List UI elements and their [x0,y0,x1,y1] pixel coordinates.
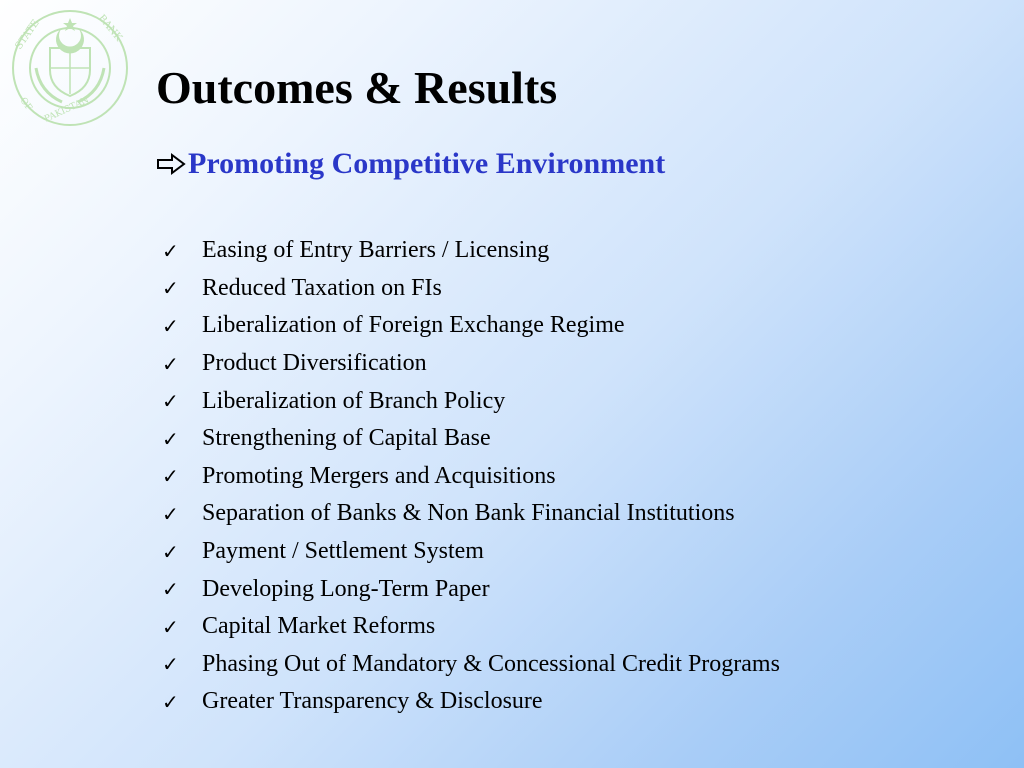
checkmark-icon: ✓ [162,389,179,414]
checkmark-icon: ✓ [162,276,179,301]
bullet-text: Product Diversification [202,350,427,377]
bullet-text: Easing of Entry Barriers / Licensing [202,237,550,264]
slide-title: Outcomes & Results [156,62,558,113]
checkmark-icon: ✓ [162,426,179,451]
bullet-item [162,382,780,420]
checkmark-icon: ✓ [162,464,179,489]
checkmark-icon: ✓ [162,238,179,263]
state-bank-logo [6,6,138,130]
bullet-item [162,646,780,684]
bullet-item [162,570,780,608]
checkmark-icon: ✓ [162,652,179,677]
bullet-text: Payment / Settlement System [202,538,484,565]
bullet-item [162,232,780,270]
bullet-item [162,683,780,721]
checkmark-icon: ✓ [162,689,179,714]
svg-text:OF: OF [17,95,34,113]
bullet-item [162,307,780,345]
bullet-text: Separation of Banks & Non Bank Financial Institutions [202,500,735,527]
bullet-item [162,270,780,308]
bullet-text: Phasing Out of Mandatory & Concessional Credit Programs [202,650,780,677]
bullet-text: Strengthening of Capital Base [202,425,491,452]
bullet-text: Promoting Mergers and Acquisitions [202,462,556,489]
bullet-item [162,420,780,458]
bullet-item [162,495,780,533]
bullet-item [162,345,780,383]
bullet-text: Liberalization of Foreign Exchange Regime [202,312,625,339]
subtitle-text: Promoting Competitive Environment [188,147,666,180]
slide-subtitle [156,146,665,182]
bullet-text: Reduced Taxation on FIs [202,274,442,301]
bullet-item [162,533,780,571]
bullet-text: Capital Market Reforms [202,613,436,640]
svg-text:PAKISTAN: PAKISTAN [43,95,91,125]
bullet-item [162,608,780,646]
bullet-text: Greater Transparency & Disclosure [202,688,543,715]
checkmark-icon: ✓ [162,313,179,338]
checkmark-icon: ✓ [162,539,179,564]
checkmark-icon: ✓ [162,614,179,639]
bullet-text: Liberalization of Branch Policy [202,387,506,414]
svg-text:STATE: STATE [13,17,42,52]
bullet-list [162,232,780,721]
svg-text:BANK: BANK [95,12,124,44]
checkmark-icon: ✓ [162,351,179,376]
bullet-item [162,458,780,496]
seal-icon [6,6,138,130]
hollow-right-arrow-icon [156,153,186,175]
checkmark-icon: ✓ [162,501,179,526]
checkmark-icon: ✓ [162,577,179,602]
bullet-text: Developing Long-Term Paper [202,575,490,602]
